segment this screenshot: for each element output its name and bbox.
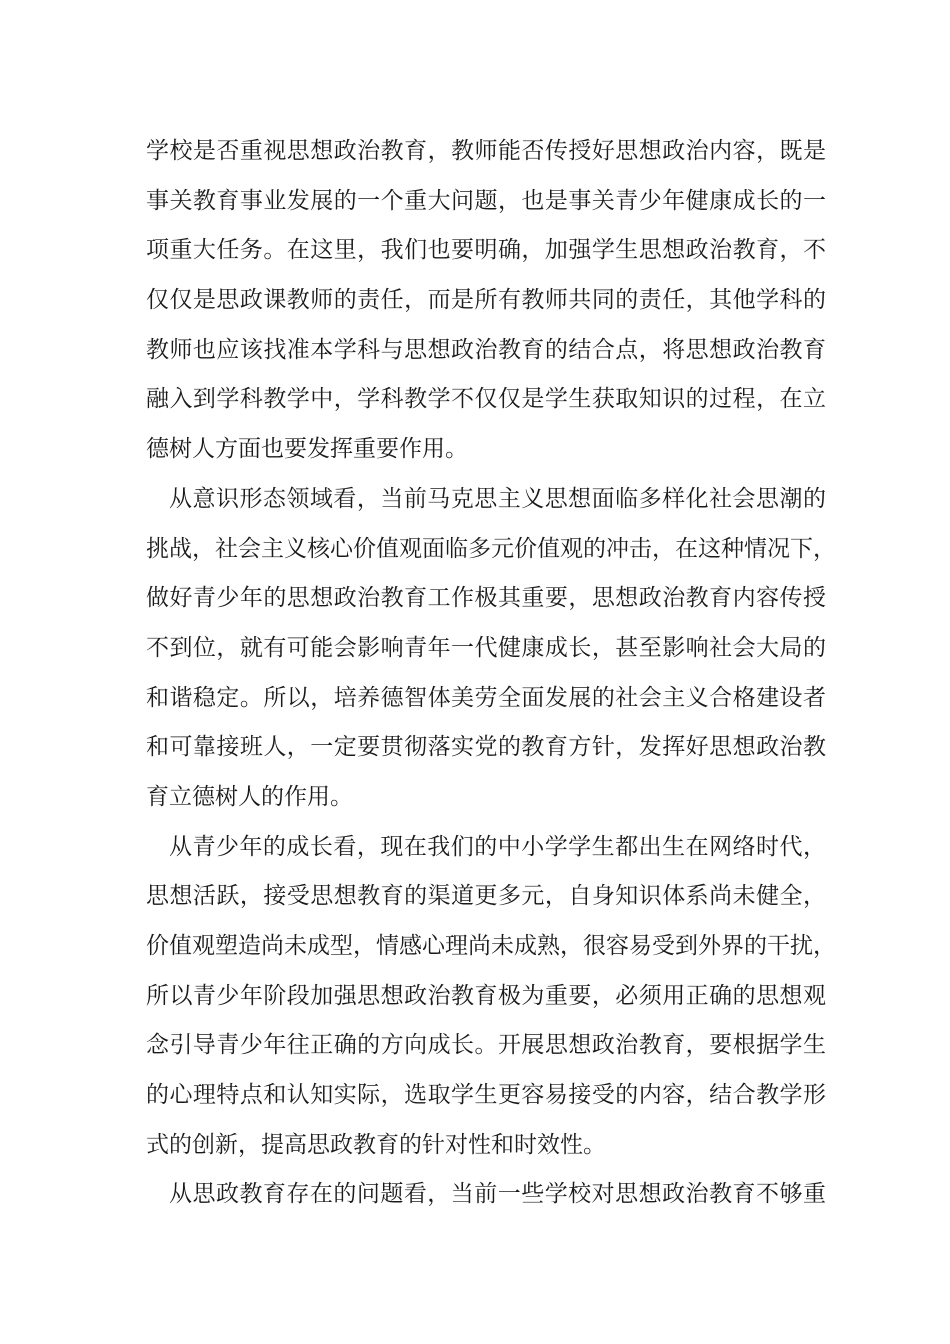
text-line: 不到位，就有可能会影响青年一代健康成长，甚至影响社会大局的 [146,634,826,661]
text-line: 做好青少年的思想政治教育工作极其重要，思想政治教育内容传授 [146,585,826,612]
document-body [146,127,836,1220]
text-line: 和谐稳定。所以，培养德智体美劳全面发展的社会主义合格建设者 [146,684,826,711]
text-line: 德树人方面也要发挥重要作用。 [146,436,468,463]
text-line: 从意识形态领域看，当前马克思主义思想面临多样化社会思潮的 [169,485,826,512]
text-line: 学校是否重视思想政治教育，教师能否传授好思想政治内容，既是 [146,138,826,164]
text-line: 融入到学科教学中，学科教学不仅仅是学生获取知识的过程，在立 [146,386,826,413]
text-line: 所以青少年阶段加强思想政治教育极为重要，必须用正确的思想观 [146,982,826,1009]
text-line: 教师也应该找准本学科与思想政治教育的结合点，将思想政治教育 [146,336,826,363]
paragraph [146,823,836,1171]
paragraph [146,1170,826,1220]
text-line: 仅仅是思政课教师的责任，而是所有教师共同的责任，其他学科的 [146,287,826,314]
text-line: 念引导青少年往正确的方向成长。开展思想政治教育，要根据学生 [146,1032,826,1059]
text-line: 挑战，社会主义核心价值观面临多元价值观的冲击，在这种情况下， [146,535,836,562]
paragraph [146,475,836,823]
text-line: 从青少年的成长看，现在我们的中小学学生都出生在网络时代， [169,833,826,860]
text-line: 的心理特点和认知实际，选取学生更容易接受的内容，结合教学形 [146,1082,826,1109]
text-line: 式的创新，提高思政教育的针对性和时效性。 [146,1131,606,1158]
text-line: 和可靠接班人，一定要贯彻落实党的教育方针，发挥好思想政治教 [146,734,826,761]
text-line: 思想活跃，接受思想教育的渠道更多元，自身知识体系尚未健全， [146,883,826,910]
text-line: 育立德树人的作用。 [146,783,353,810]
paragraph [146,127,826,475]
text-line: 价值观塑造尚未成型，情感心理尚未成熟，很容易受到外界的干扰， [146,933,836,959]
text-line: 事关教育事业发展的一个重大问题，也是事关青少年健康成长的一 [146,187,826,214]
text-line: 项重大任务。在这里，我们也要明确，加强学生思想政治教育，不 [146,237,826,264]
text-line: 从思政教育存在的问题看，当前一些学校对思想政治教育不够重 [169,1181,826,1208]
